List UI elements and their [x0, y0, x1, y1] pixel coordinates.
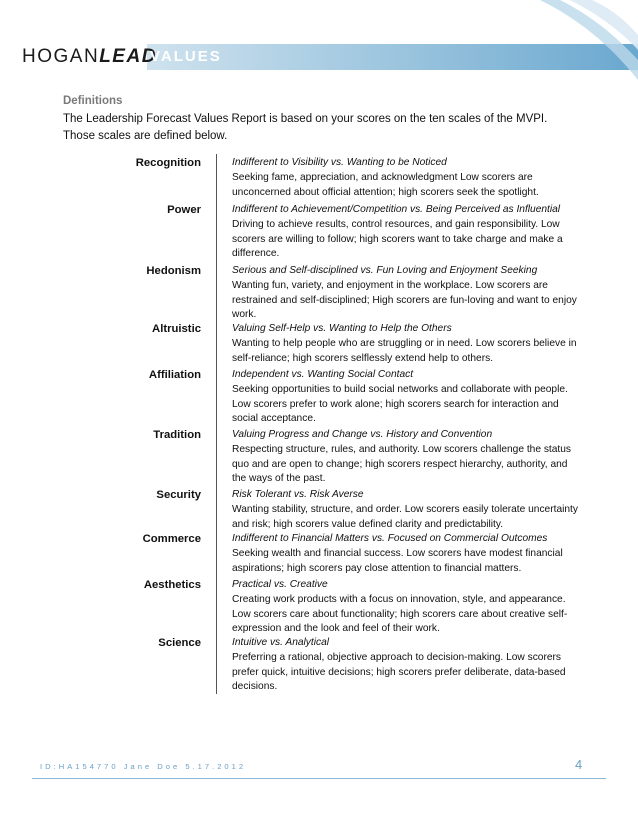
scale-name: Commerce [142, 533, 201, 545]
scale-subtitle: Practical vs. Creative [232, 579, 328, 590]
scale-description: Seeking fame, appreciation, and acknowledgment Low scorers are unconcerned about official attention; high scorers seek the spotlight. [232, 171, 539, 198]
scale-description: Respecting structure, rules, and authority. Low scorers challenge the status quo and are open to change; high scorers respect hierarchy, authority, and the ways of the past. [232, 443, 572, 485]
scale-name: Hedonism [146, 265, 201, 277]
scale-description: Creating work products with a focus on innovation, style, and appearance. Low scorers care about functionality; high scorers care about creative self-expression and the look and feel of their work. [232, 593, 568, 635]
definitions-intro: The Leadership Forecast Values Report is based on your scores on the ten scales of the MVPI. Those scales are defined below. [63, 113, 548, 142]
scale-description: Seeking opportunities to build social networks and collaborate with people. Low scorers prefer to work alone; high scorers search for interaction and social acceptance. [232, 383, 568, 425]
scale-description: Preferring a rational, objective approach to decision-making. Low scorers prefer quick, intuitive decisions; high scorers prefer deliberate, data-based decisions. [232, 651, 566, 693]
brand-lead: LEAD [99, 46, 157, 67]
brand-name [22, 46, 157, 68]
scale-description: Seeking wealth and financial success. Low scorers have modest financial aspirations; high scorers pay close attention to financial matters. [232, 547, 563, 574]
scale-name: Aesthetics [143, 579, 201, 591]
definitions-title: Definitions [63, 95, 123, 107]
scale-description: Wanting fun, variety, and enjoyment in the workplace. Low scorers are restrained and self-disciplined; High scorers are fun-loving and want to enjoy work. [232, 279, 577, 321]
scale-description: Wanting stability, structure, and order. Low scorers easily tolerate uncertainty and risk; high scorers value defined clarity and predictability. [232, 503, 578, 530]
scale-subtitle: Indifferent to Visibility vs. Wanting to be Noticed [232, 157, 447, 168]
scale-subtitle: Valuing Progress and Change vs. History and Convention [232, 429, 493, 440]
footer-report-id: ID:HA154770 Jane Doe 5.17.2012 [40, 762, 247, 771]
scale-description: Wanting to help people who are struggling or in need. Low scorers believe in self-reliance; high scorers selflessly extend help to others. [232, 337, 577, 364]
scale-subtitle: Indifferent to Financial Matters vs. Focused on Commercial Outcomes [232, 533, 548, 544]
scale-name: Security [156, 489, 201, 501]
swoosh-graphic-icon [530, 0, 638, 80]
scale-subtitle: Independent vs. Wanting Social Contact [232, 369, 414, 380]
scale-subtitle: Valuing Self-Help vs. Wanting to Help the Others [232, 323, 452, 334]
section-title: VALUES [150, 48, 222, 65]
footer-rule [32, 778, 606, 779]
scale-description: Driving to achieve results, control resources, and gain responsibility. Low scorers are willing to follow; high scorers want to take charge and make a difference. [232, 218, 563, 260]
scale-name: Recognition [135, 157, 201, 169]
scale-subtitle: Intuitive vs. Analytical [232, 637, 330, 648]
scale-name: Power [167, 204, 201, 216]
scale-name: Altruistic [152, 323, 201, 335]
scale-subtitle: Serious and Self-disciplined vs. Fun Loving and Enjoyment Seeking [232, 265, 538, 276]
scale-subtitle: Indifferent to Achievement/Competition vs. Being Perceived as Influential [232, 204, 561, 215]
scale-name: Tradition [153, 429, 201, 441]
brand-prefix: HOGAN [22, 46, 100, 67]
scale-name: Science [158, 637, 201, 649]
scale-name: Affiliation [148, 369, 201, 381]
column-divider [216, 154, 217, 694]
scale-subtitle: Risk Tolerant vs. Risk Averse [232, 489, 364, 500]
page-number: 4 [575, 757, 583, 772]
